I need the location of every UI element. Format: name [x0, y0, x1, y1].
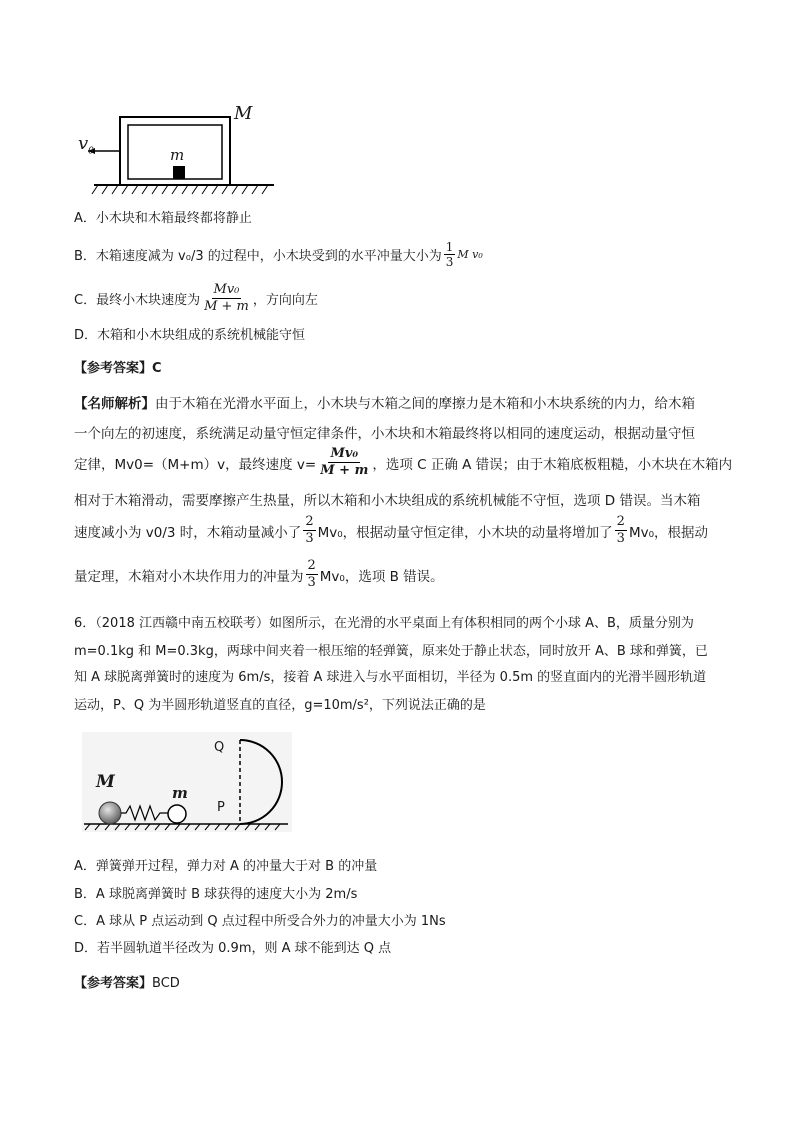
q6-option-a: A．弹簧弹开过程，弹力对 A 的冲量大于对 B 的冲量: [74, 859, 378, 874]
q5-analysis-line-1: [74, 392, 695, 412]
fraction-denominator: 3: [616, 531, 625, 546]
analysis-label: 【名师解析】: [74, 396, 155, 412]
q6-option-b: B．A 球脱离弹簧时 B 球获得的速度大小为 2m/s: [74, 887, 358, 902]
velocity-subscript: 0: [88, 146, 94, 157]
ground-hatch: [92, 185, 268, 194]
q5-option-b-text: B．木箱速度减为 v₀/3 的过程中，小木块受到的水平冲量大小为: [74, 249, 442, 264]
q6-stem-line-1: 6．（2018 江西赣中南五校联考）如图所示，在光滑的水平桌面上有体积相同的两个小球 A、B，质量分别为: [74, 616, 694, 631]
q5-answer: [74, 357, 162, 376]
analysis-text: 速度减小为 v0/3 时，木箱动量减小了: [74, 524, 302, 541]
analysis-text: ，选项 C 正确 A 错误；由于木箱底板粗糙，小木块在木箱内: [372, 456, 733, 473]
q5-analysis-line-2: 一个向左的初速度，系统满足动量守恒定律条件，小木块和木箱最终将以相同的速度运动，根据动量守恒: [74, 426, 695, 442]
q5-option-b: [74, 240, 483, 269]
fraction-numerator: Mv₀: [213, 282, 240, 297]
q5-option-c-text: C．最终小木块速度为: [74, 293, 201, 308]
q5-option-a: A．小木块和木箱最终都将静止: [74, 211, 252, 226]
label-point-p: P: [217, 800, 225, 815]
label-point-q: Q: [214, 740, 225, 755]
figure-spring-track: [82, 732, 292, 832]
analysis-text: Mv₀，根据动: [628, 524, 708, 541]
ball-small: [168, 805, 186, 823]
analysis-text: 量定理，木箱对小木块作用力的冲量为: [74, 568, 304, 585]
answer-value: BCD: [152, 976, 180, 991]
label-small-mass: m: [170, 146, 185, 164]
fraction-denominator: 3: [307, 575, 316, 590]
analysis-fraction: [306, 558, 318, 591]
analysis-fraction: [303, 514, 315, 547]
fraction-denominator: M + m: [204, 299, 249, 314]
ball-big: [99, 802, 121, 824]
answer-value: C: [152, 361, 162, 376]
answer-label: 【参考答案】: [74, 361, 153, 376]
figure-box-on-ground: [74, 105, 284, 200]
q6-stem-line-3: 知 A 球脱离弹簧时的速度为 6m/s，接着 A 球进入与水平面相切，半径为 0.5m 的竖直面内的光滑半圆形轨道: [74, 670, 707, 685]
label-small-mass: m: [172, 784, 188, 802]
analysis-text: 定律，Mv0=（M+m）v，最终速度 v=: [74, 456, 317, 473]
fraction-numerator: 1: [445, 240, 454, 254]
analysis-text: Mv₀，根据动量守恒定律，小木块的动量将增加了: [317, 524, 613, 541]
q5-analysis-line-6: [74, 558, 444, 591]
q5-analysis-line-3: [74, 446, 732, 479]
q5-analysis-line-4: 相对于木箱滑动，需要摩擦产生热量，所以木箱和小木块组成的系统机械能不守恒，选项 D 错误。当木箱: [74, 493, 701, 509]
q5-option-d: D．木箱和小木块组成的系统机械能守恒: [74, 328, 306, 343]
q6-option-c: C．A 球从 P 点运动到 Q 点过程中所受合外力的冲量大小为 1Ns: [74, 914, 446, 929]
answer-label: 【参考答案】: [74, 976, 153, 991]
fraction-numerator: 2: [305, 514, 314, 529]
analysis-fraction: [318, 446, 370, 479]
fraction-denominator: M + m: [320, 463, 369, 478]
fraction-numerator: 2: [307, 558, 316, 573]
q5-option-c: [74, 282, 318, 315]
fraction-numerator: Mv₀: [330, 446, 359, 461]
q6-option-d: D．若半圆轨道半径改为 0.9m，则 A 球不能到达 Q 点: [74, 941, 392, 956]
q5-option-c-fraction: [202, 282, 251, 315]
analysis-text: Mv₀，选项 B 错误。: [319, 568, 444, 585]
small-block: [173, 166, 185, 179]
q5-option-c-tail: ，方向向左: [252, 293, 318, 308]
analysis-text: 由于木箱在光滑水平面上，小木块与木箱之间的摩擦力是木箱和小木块系统的内力，给木箱: [155, 396, 695, 412]
label-velocity: [78, 133, 94, 157]
q6-stem-line-2: m=0.1kg 和 M=0.3kg，两球中间夹着一根压缩的轻弹簧，原来处于静止状态，同时放开 A、B 球和弹簧，已: [74, 644, 708, 659]
fraction-denominator: 3: [445, 255, 454, 269]
fraction-denominator: 3: [305, 531, 314, 546]
q6-answer: [74, 972, 180, 991]
q5-analysis-line-5: [74, 514, 708, 547]
fraction-numerator: 2: [616, 514, 625, 529]
velocity-symbol: v: [78, 133, 89, 154]
analysis-fraction: [615, 514, 627, 547]
q5-option-b-fraction: [444, 240, 456, 269]
q5-option-b-tail: M v₀: [457, 248, 483, 261]
label-big-mass: M: [234, 103, 253, 124]
label-big-mass: M: [96, 772, 115, 792]
q6-stem-line-4: 运动，P、Q 为半圆形轨道竖直的直径，g=10m/s²，下列说法正确的是: [74, 698, 486, 713]
